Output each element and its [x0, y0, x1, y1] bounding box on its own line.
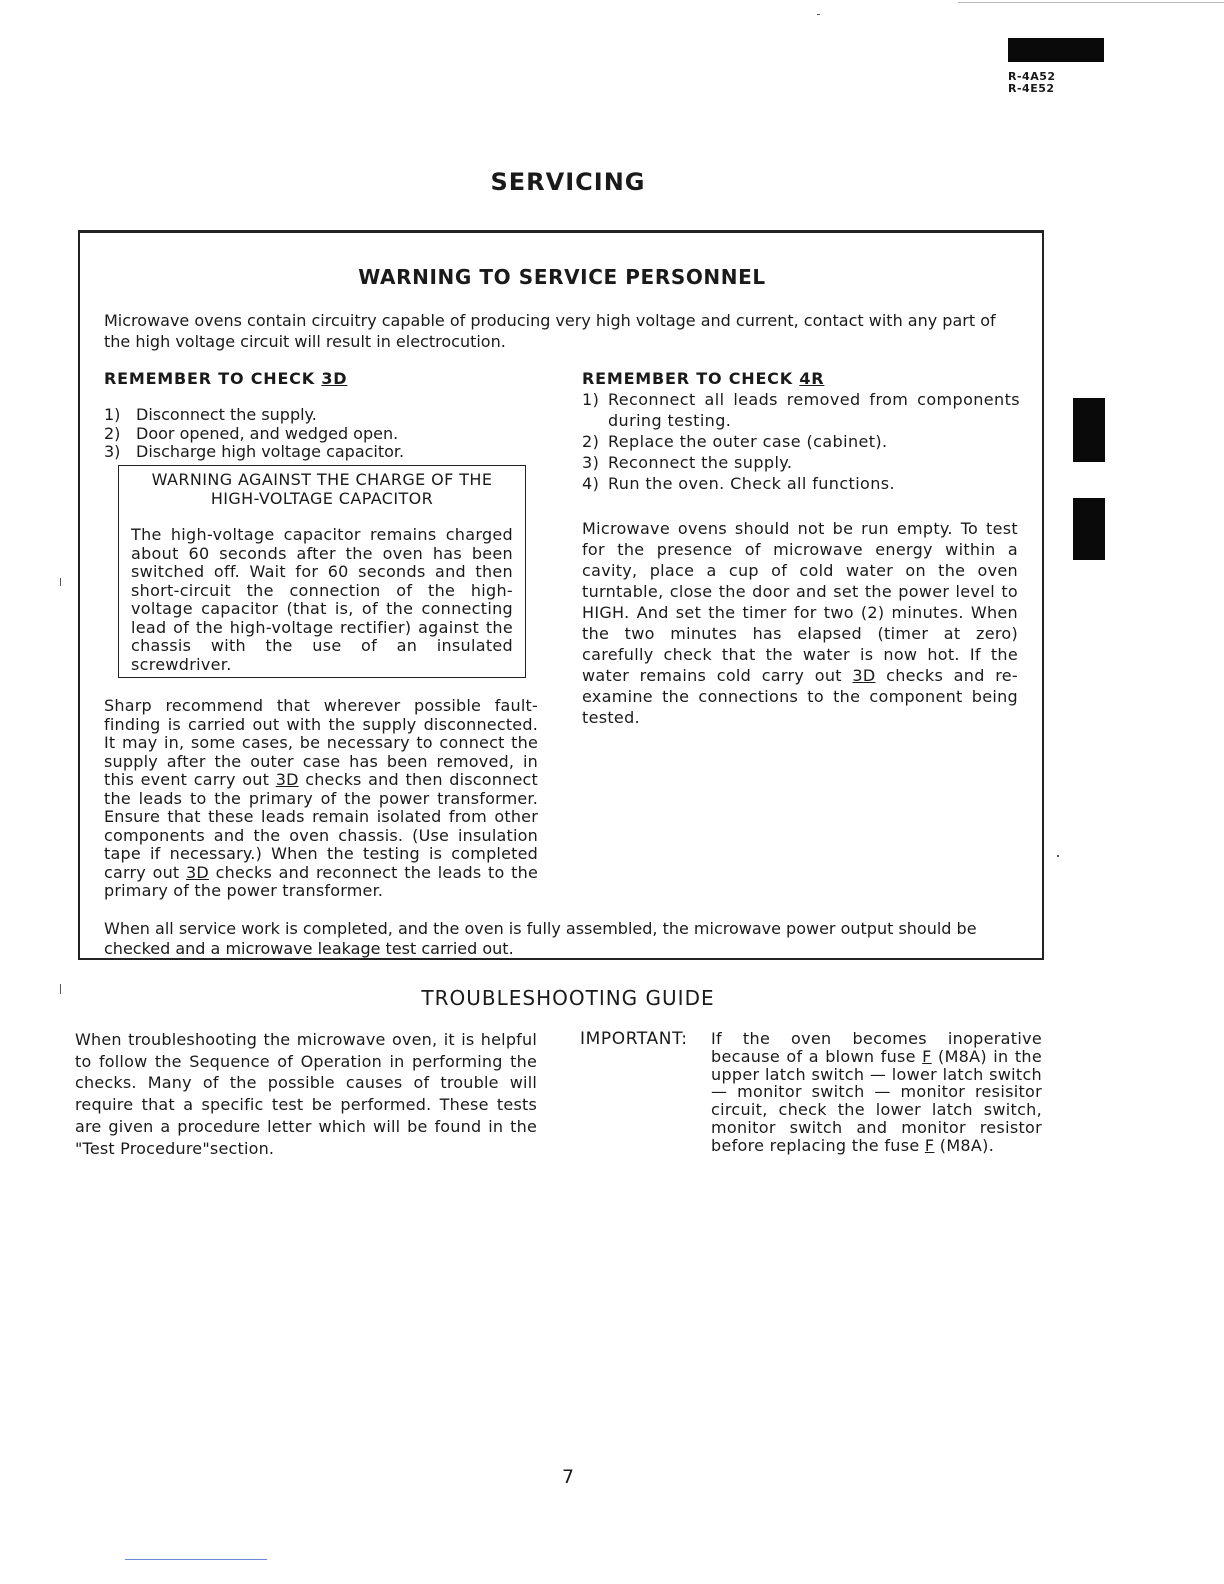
- troubleshooting-intro: When troubleshooting the microwave oven, it is helpful to follow the Sequence of Operation in performing the checks. Many of the possible causes of trouble will require that a specific test be performed. These tests are given a procedure letter which will be found in the "Test Procedure"section.: [75, 1030, 537, 1158]
- check-3d-ref: 3D: [852, 666, 876, 685]
- important-note: If the oven becomes inoperative because of a blown fuse F (M8A) in the upper latch switch — lower latch switch — monitor switch — monitor resisitor circuit, check the lower latch switch, monitor switch and monitor resistor before replacing the fuse F (M8A).: [711, 1029, 1042, 1155]
- page-title: SERVICING: [490, 168, 646, 196]
- capacitor-warning-title-2: HIGH-VOLTAGE CAPACITOR: [210, 489, 434, 508]
- capacitor-warning-box: [118, 465, 526, 678]
- scan-speck: [1057, 855, 1059, 857]
- scan-speck: [958, 2, 1224, 3]
- check-4r-heading: REMEMBER TO CHECK 4R: [582, 369, 825, 388]
- final-note: When all service work is completed, and the oven is fully assembled, the microwave power output should be checked and a microwave leakage test carried out.: [104, 919, 977, 958]
- scan-speck: [817, 14, 820, 15]
- list-item: 4) Run the oven. Check all functions.: [582, 474, 895, 493]
- check-4r-list: [582, 389, 1020, 494]
- fuse-code: F: [924, 1135, 935, 1155]
- list-item: 3) Reconnect the supply.: [582, 453, 793, 472]
- model-number-1: R-4A52: [1008, 70, 1056, 83]
- model-number-2: R-4E52: [1008, 82, 1055, 95]
- scan-speck: [60, 984, 61, 994]
- list-item: 3) Discharge high voltage capacitor.: [104, 442, 405, 461]
- list-item: 2) Replace the outer case (cabinet).: [582, 432, 888, 451]
- list-item: 1) Disconnect the supply.: [104, 405, 317, 424]
- capacitor-warning-title-1: WARNING AGAINST THE CHARGE OF THE: [151, 470, 493, 489]
- section-tab-marker: [1073, 398, 1105, 462]
- check-3d-ref: 3D: [275, 770, 299, 789]
- list-item: 1) Reconnect all leads removed from components during testing.: [582, 390, 1020, 430]
- warning-title: WARNING TO SERVICE PERSONNEL: [358, 265, 766, 289]
- page-number: 7: [561, 1466, 575, 1488]
- scan-artifact-line: [125, 1559, 267, 1560]
- sharp-recommendation: Sharp recommend that wherever possible fault-finding is carried out with the supply disconnected. It may in, some cases, be necessary to connect the supply after the outer case has been removed, in this event carry out 3D checks and then disconnect the leads to the primary of the power transformer. Ensure that these leads remain isolated from other components and the oven chassis. (Use insulation tape if necessary.) When the testing is completed carry out 3D checks and reconnect the leads to the primary of the power transformer.: [104, 696, 538, 900]
- check-3d-code: 3D: [321, 369, 348, 388]
- fuse-code: F: [922, 1046, 932, 1066]
- check-4r-code: 4R: [799, 369, 825, 388]
- troubleshooting-title: TROUBLESHOOTING GUIDE: [421, 986, 715, 1010]
- section-tab-marker: [1073, 498, 1105, 560]
- check-3d-ref: 3D: [186, 862, 209, 882]
- scan-speck: [60, 578, 61, 586]
- important-label: IMPORTANT:: [580, 1029, 688, 1049]
- capacitor-warning-body: The high-voltage capacitor remains charged about 60 seconds after the oven has been switched off. Wait for 60 seconds and then short-circuit the connection of the high-voltage capacitor (that is, of the connecting lead of the high-voltage rectifier) against the chassis with the use of an insulated screwdriver.: [131, 525, 513, 674]
- warning-intro: Microwave ovens contain circuitry capable of producing very high voltage and current, contact with any part of the high voltage circuit will result in electrocution.: [104, 311, 996, 351]
- check-3d-list: [104, 406, 524, 462]
- section-tab-marker: [1008, 38, 1104, 62]
- check-3d-heading: REMEMBER TO CHECK 3D: [104, 369, 348, 388]
- list-item: 2) Door opened, and wedged open.: [104, 423, 399, 443]
- empty-oven-note: Microwave ovens should not be run empty. To test for the presence of microwave energy within a cavity, place a cup of cold water on the oven turntable, close the door and set the power level to HIGH. And set the timer for two (2) minutes. When the two minutes has elapsed (timer at zero) carefully check that the water is now hot. If the water remains cold carry out 3D checks and re-examine the connections to the component being tested.: [582, 519, 1018, 727]
